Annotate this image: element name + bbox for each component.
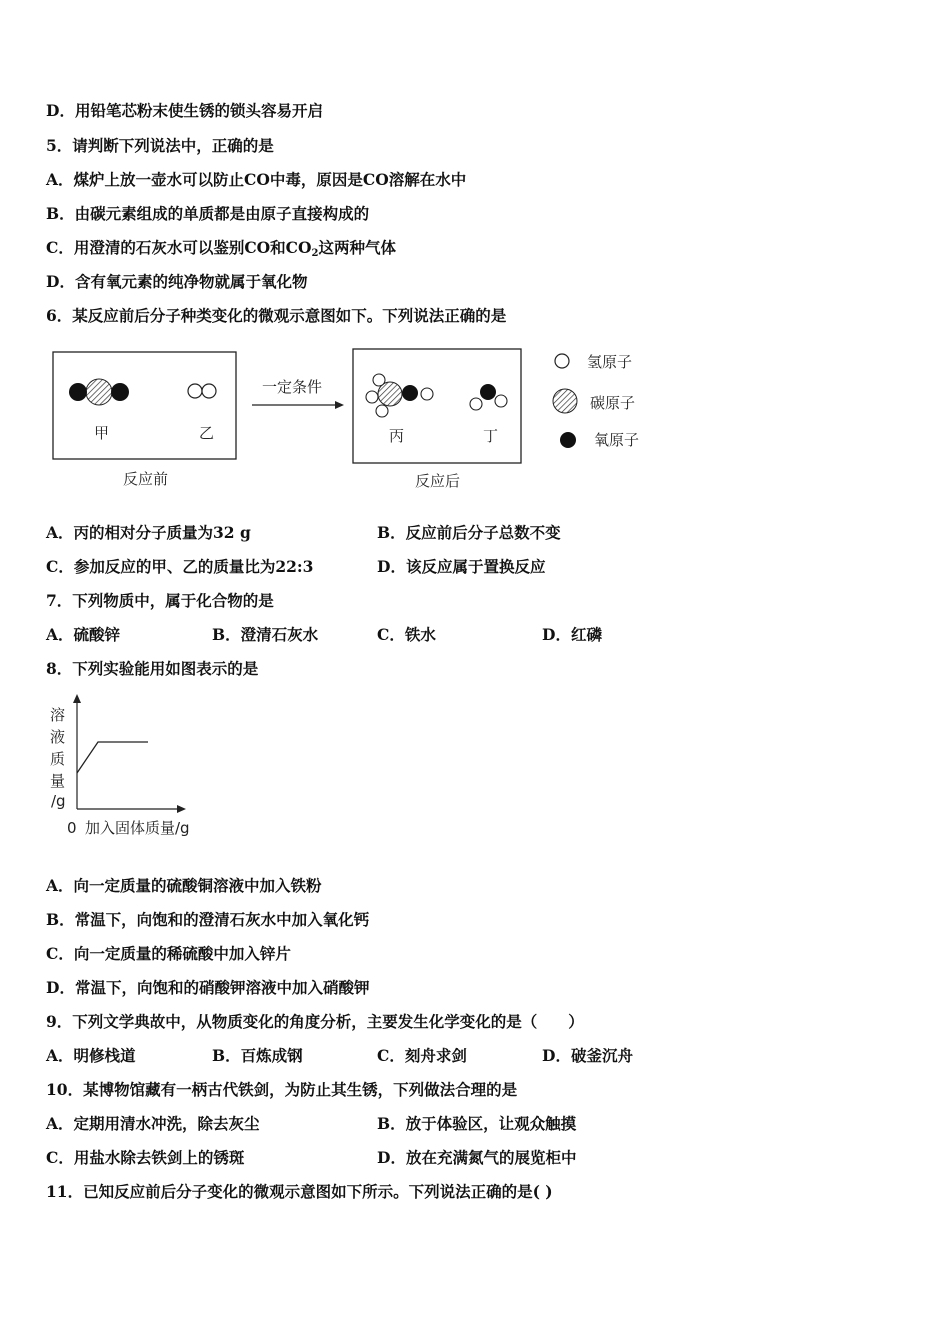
- ylabel-char-4: 量: [50, 772, 66, 790]
- label-after: 反应后: [415, 472, 461, 490]
- origin-label: 0: [67, 819, 77, 837]
- q10-option-c: C．用盐水除去铁剑上的锈斑: [46, 1148, 245, 1167]
- q8-option-b: B．常温下，向饱和的澄清石灰水中加入氧化钙: [46, 910, 370, 929]
- q9-option-b: B．百炼成钢: [212, 1046, 303, 1065]
- xlabel: 加入固体质量/g: [85, 819, 190, 837]
- legend-oxygen-icon: [560, 432, 576, 448]
- q5-option-c-subscript: 2: [311, 248, 319, 259]
- jia-molecule: [69, 379, 129, 405]
- q10-option-b: B．放于体验区，让观众触摸: [377, 1114, 577, 1133]
- q6-option-a: A．丙的相对分子质量为32 g: [46, 523, 251, 542]
- label-jia: 甲: [94, 424, 110, 442]
- label-condition: 一定条件: [262, 378, 323, 396]
- legend-oxygen-label: 氧原子: [594, 431, 640, 449]
- q7-option-d: D．红磷: [542, 625, 602, 644]
- q5-option-c: [46, 238, 396, 264]
- q6-reaction-diagram: [0, 340, 700, 500]
- reaction-arrow: [252, 401, 344, 409]
- ding-molecule: [470, 384, 507, 410]
- q5-option-c-text: C．用澄清的石灰水可以鉴别CO和CO: [46, 238, 312, 257]
- q8-graph: [40, 690, 220, 840]
- q7-option-c: C．铁水: [377, 625, 436, 644]
- q11-stem: 11．已知反应前后分子变化的微观示意图如下所示。下列说法正确的是( ): [46, 1182, 553, 1201]
- ylabel-char-2: 液: [50, 728, 66, 746]
- q6-option-d: D．该反应属于置换反应: [377, 557, 546, 576]
- q9-stem: 9．下列文学典故中，从物质变化的角度分析，主要发生化学变化的是（ ）: [46, 1012, 584, 1031]
- ylabel-char-3: 质: [50, 750, 66, 768]
- q4-option-d: D．用铅笔芯粉末使生锈的锁头容易开启: [46, 101, 323, 120]
- q10-option-d: D．放在充满氮气的展览柜中: [377, 1148, 577, 1167]
- q7-option-a: A．硫酸锌: [46, 625, 121, 644]
- label-yi: 乙: [199, 424, 215, 442]
- ylabel-unit: /g: [51, 792, 66, 810]
- q8-stem: 8．下列实验能用如图表示的是: [46, 659, 259, 678]
- q5-option-a: A．煤炉上放一壶水可以防止CO中毒，原因是CO溶解在水中: [46, 170, 467, 189]
- q5-stem: 5．请判断下列说法中，正确的是: [46, 136, 274, 155]
- q5-option-b: B．由碳元素组成的单质都是由原子直接构成的: [46, 204, 370, 223]
- q6-stem: 6．某反应前后分子种类变化的微观示意图如下。下列说法正确的是: [46, 306, 507, 325]
- legend-hydrogen-icon: [555, 354, 569, 368]
- q7-option-b: B．澄清石灰水: [212, 625, 319, 644]
- ylabel-char-1: 溶: [50, 706, 66, 724]
- q9-option-d: D．破釜沉舟: [542, 1046, 633, 1065]
- q5-option-d: D．含有氧元素的纯净物就属于氧化物: [46, 272, 308, 291]
- q8-option-a: A．向一定质量的硫酸铜溶液中加入铁粉: [46, 876, 322, 895]
- legend-hydrogen-label: 氢原子: [587, 353, 633, 371]
- before-box: [53, 352, 236, 459]
- yi-molecule: [188, 384, 216, 398]
- q7-stem: 7．下列物质中，属于化合物的是: [46, 591, 274, 610]
- q6-option-b: B．反应前后分子总数不变: [377, 523, 561, 542]
- label-bing: 丙: [389, 427, 405, 445]
- bing-molecule: [366, 374, 433, 417]
- q9-option-c: C．刻舟求剑: [377, 1046, 467, 1065]
- x-axis: [77, 805, 186, 813]
- q9-option-a: A．明修栈道: [46, 1046, 136, 1065]
- legend-carbon-label: 碳原子: [590, 394, 636, 412]
- label-before: 反应前: [123, 470, 169, 488]
- graph-curve: [77, 742, 148, 773]
- y-axis: [73, 694, 81, 809]
- q10-option-a: A．定期用清水冲洗，除去灰尘: [46, 1114, 260, 1133]
- q10-stem: 10．某博物馆藏有一柄古代铁剑，为防止其生锈，下列做法合理的是: [46, 1080, 518, 1099]
- legend-carbon-icon: [553, 389, 577, 413]
- q5-option-c-tail: 这两种气体: [318, 238, 396, 257]
- label-ding: 丁: [483, 427, 499, 445]
- q8-option-d: D．常温下，向饱和的硝酸钾溶液中加入硝酸钾: [46, 978, 370, 997]
- q6-option-c: C．参加反应的甲、乙的质量比为22:3: [46, 557, 314, 576]
- q8-option-c: C．向一定质量的稀硫酸中加入锌片: [46, 944, 291, 963]
